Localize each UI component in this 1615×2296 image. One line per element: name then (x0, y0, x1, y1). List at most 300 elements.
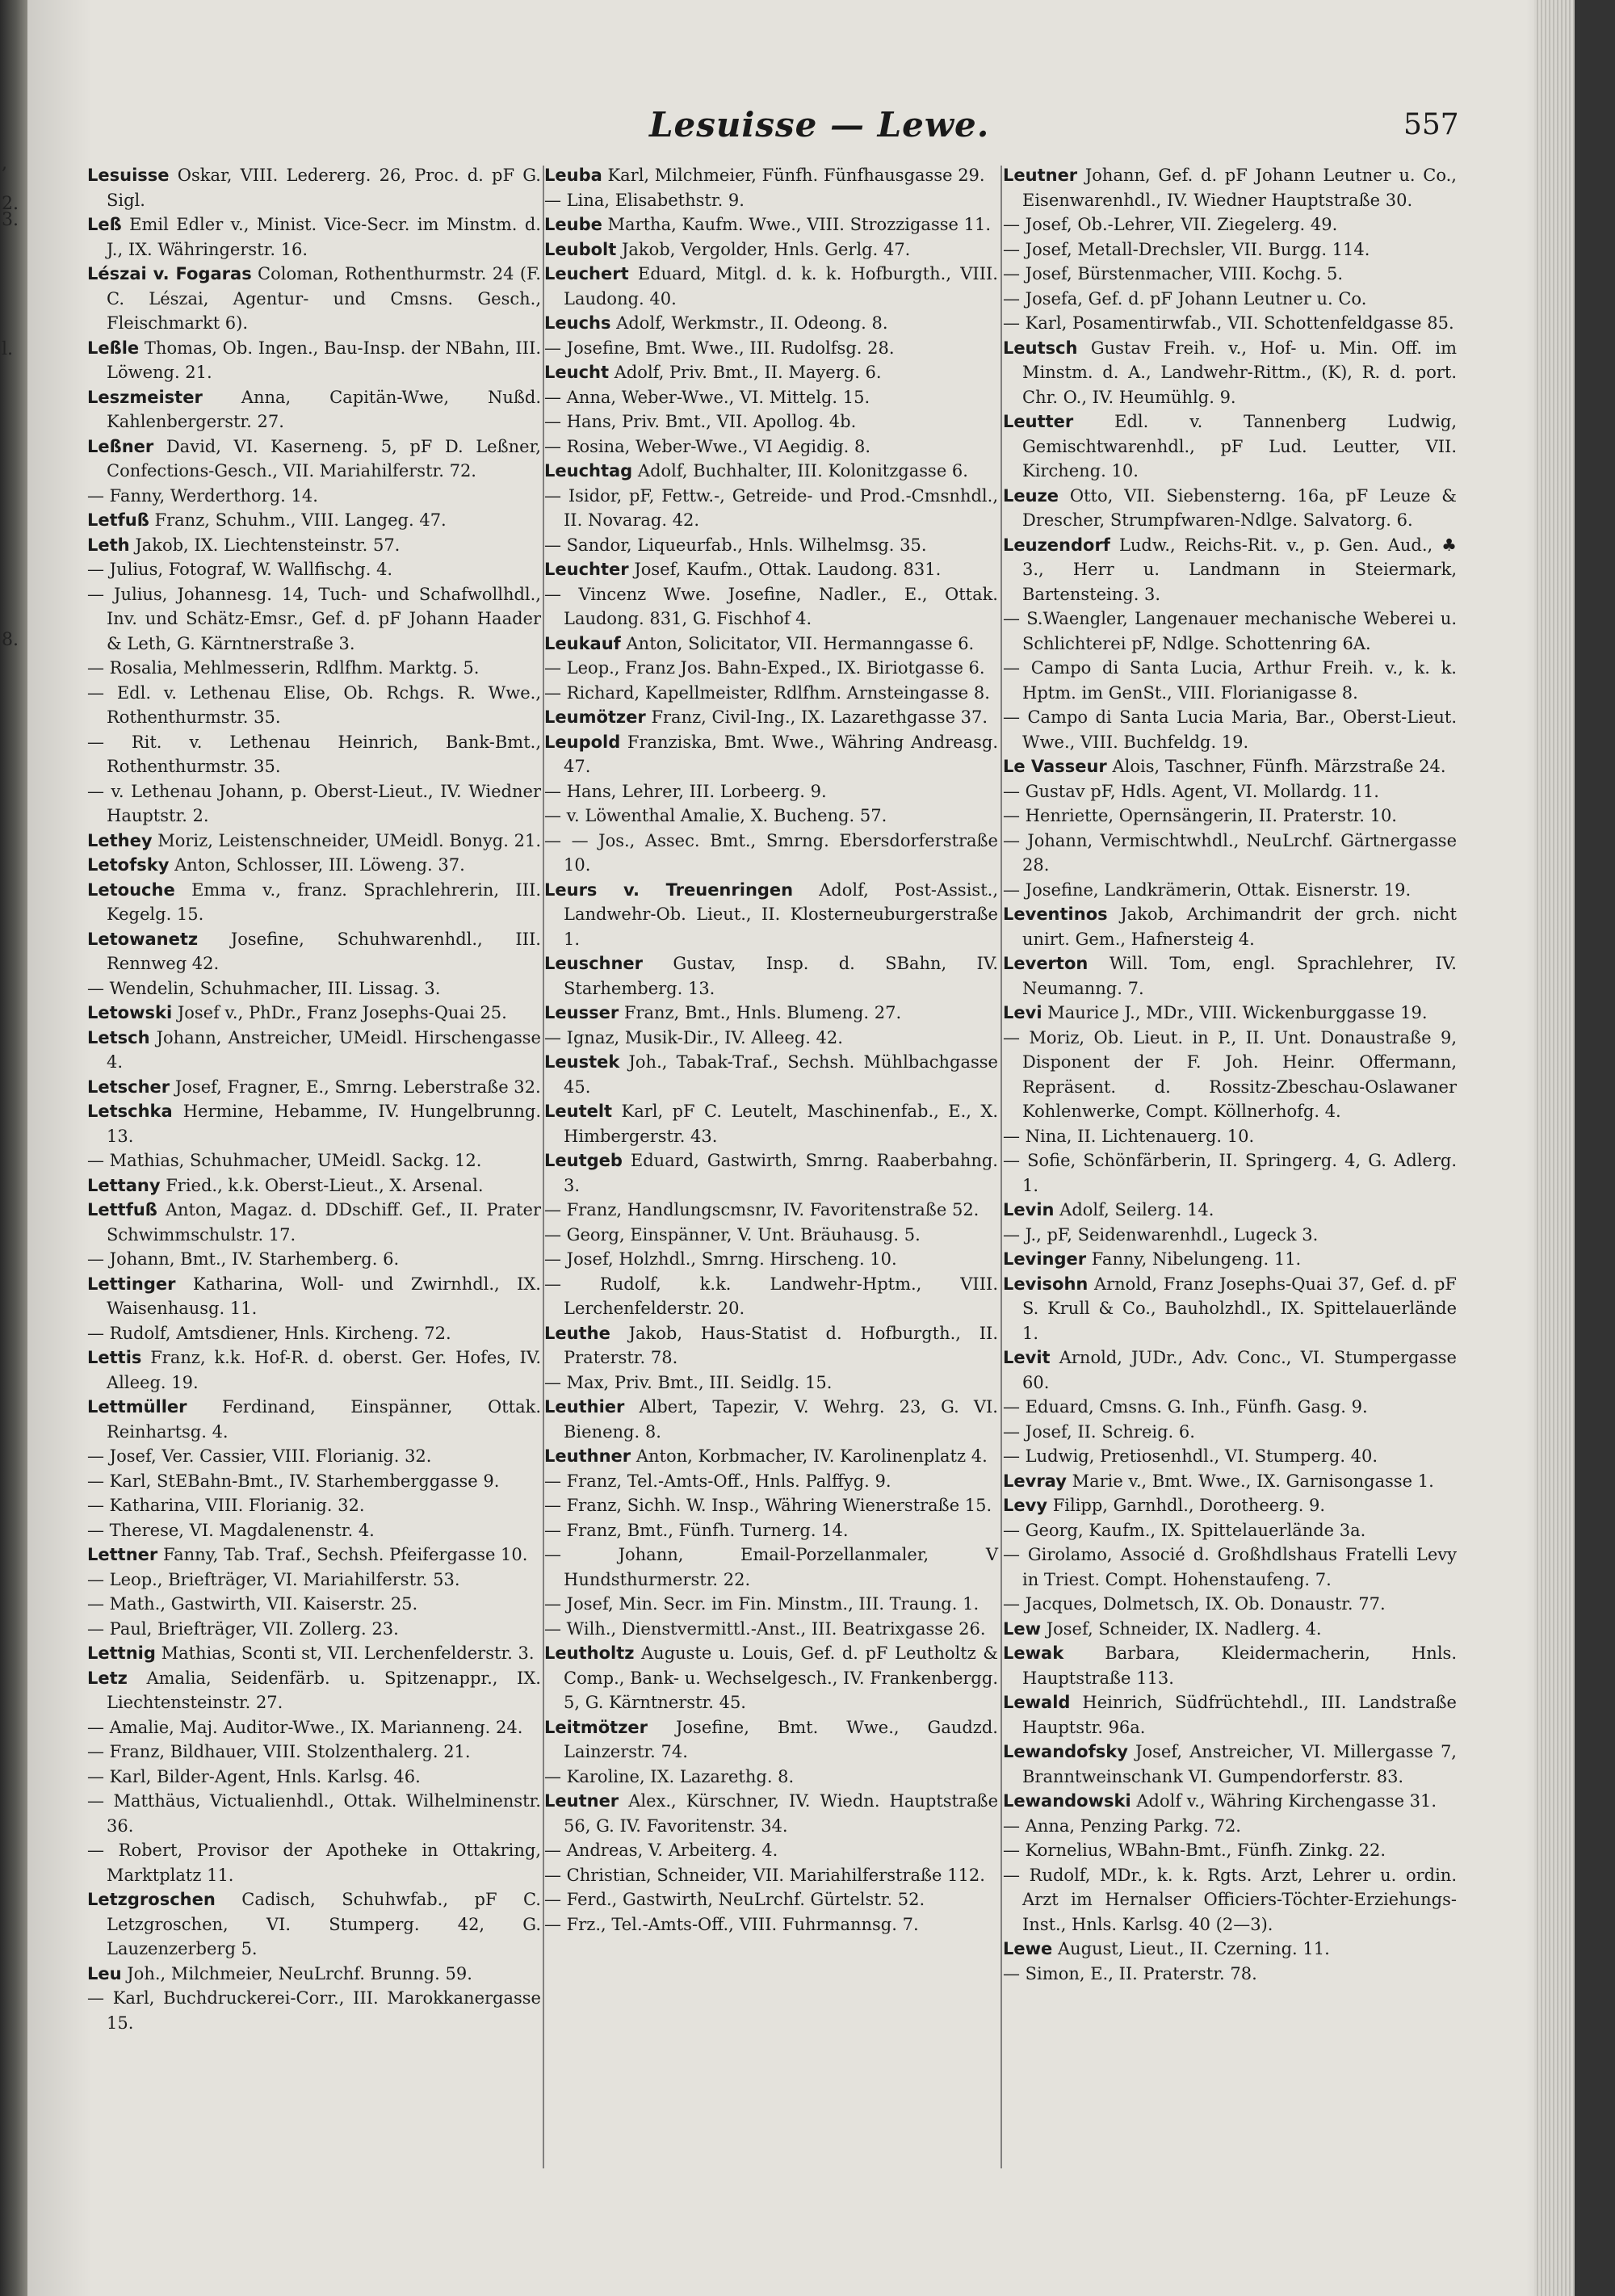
entry-details: Ferdinand, Einspänner, Ottak. Reinhartsg. 4. (107, 1397, 541, 1442)
entry-details: Joh., Tabak-Traf., Sechsh. Mühlbachgasse 45. (564, 1052, 998, 1097)
entry-details: Anton, Magaz. d. DDschiff. Gef., II. Prater Schwimmschulstr. 17. (107, 1200, 541, 1245)
entry-details: Oskar, VIII. Ledererg. 26, Proc. d. pF G. Sigl. (107, 166, 541, 210)
directory-entry (87, 1469, 541, 1494)
directory-entry (544, 582, 998, 632)
directory-entry (544, 1272, 998, 1321)
directory-entry (1003, 1838, 1457, 1863)
entry-details: Thomas, Ob. Ingen., Bau-Insp. der NBahn, III. Löweng. 21. (107, 338, 541, 382)
directory-entry (544, 311, 998, 336)
directory-entry (1003, 902, 1457, 951)
entry-surname: Levi (1003, 1003, 1042, 1022)
directory-entry (544, 779, 998, 804)
entry-details: — Karl, StEBahn-Bmt., IV. Starhemberggasse 9. (87, 1471, 500, 1491)
entry-details: — Franz, Handlungscmsnr, IV. Favoritenstraße 52. (544, 1200, 979, 1219)
entry-details: — Johann, Bmt., IV. Starhemberg. 6. (87, 1249, 400, 1269)
entry-details: — Amalie, Maj. Auditor-Wwe., IX. Marianneng. 24. (87, 1717, 523, 1737)
entry-details: — Leop., Franz Jos. Bahn-Exped., IX. Biriotgasse 6. (544, 658, 985, 678)
directory-entry (1003, 1740, 1457, 1789)
directory-entry (544, 1223, 998, 1248)
entry-details: Josef, Schneider, IX. Nadlerg. 4. (1046, 1618, 1322, 1639)
directory-entry (1003, 1247, 1457, 1272)
entry-surname: Letsch (87, 1027, 150, 1047)
entry-details: — Johann, Vermischtwhdl., NeuLrchf. Gärtnergasse 28. (1003, 830, 1457, 875)
entry-details: Jakob, Archimandrit der grch. nicht unirt. Gem., Hafnersteig 4. (1022, 905, 1457, 949)
entry-details: — Josef, Holzhdl., Smrng. Hirscheng. 10. (544, 1249, 897, 1269)
entry-surname: Leu (87, 1963, 122, 1983)
directory-entry (544, 1617, 998, 1642)
entry-details: Fried., k.k. Oberst-Lieut., X. Arsenal. (166, 1175, 484, 1195)
entry-surname: Leustek (544, 1052, 620, 1072)
entry-details: Franziska, Bmt. Wwe., Währing Andreasg. 47. (564, 732, 998, 776)
directory-entry (87, 1543, 541, 1568)
entry-details: — Therese, VI. Magdalenenstr. 4. (87, 1520, 375, 1540)
entry-details: Edl. v. Tannenberg Ludwig, Gemischtwarenhdl., pF Lud. Leutter, VII. Kircheng. 10. (1022, 412, 1457, 481)
directory-entry (1003, 1641, 1457, 1690)
directory-entry (87, 1962, 541, 1987)
directory-entry (1003, 878, 1457, 903)
directory-entry (544, 1469, 998, 1494)
entry-details: Cadisch, Schuhwfab., pF C. Letzgroschen, VI. Stumperg. 42, G. Lauzenzerberg 5. (107, 1890, 541, 1958)
directory-entry (1003, 1814, 1457, 1839)
entry-details: — Anna, Penzing Parkg. 72. (1003, 1815, 1241, 1836)
entry-details: Josefine, Bmt. Wwe., Gaudzd. Lainzerstr. 74. (564, 1717, 998, 1761)
entry-details: Maurice J., MDr., VIII. Wickenburggasse 19. (1047, 1003, 1428, 1022)
directory-entry (544, 1099, 998, 1148)
directory-column-3 (1003, 163, 1457, 1986)
entry-details: — Hans, Priv. Bmt., VII. Apollog. 4b. (544, 412, 857, 431)
directory-entry (544, 1050, 998, 1099)
entry-details: Josefine, Schuhwarenhdl., III. Rennweg 42. (107, 929, 541, 973)
directory-entry (1003, 311, 1457, 336)
entry-details: Hermine, Hebamme, IV. Hungelbrunng. 13. (107, 1102, 541, 1146)
entry-details: — Richard, Kapellmeister, Rdlfhm. Arnsteingasse 8. (544, 682, 990, 703)
directory-entry (87, 1740, 541, 1765)
directory-entry (87, 1617, 541, 1642)
entry-details: — Ferd., Gastwirth, NeuLrchf. Gürtelstr. 52. (544, 1890, 925, 1909)
entry-surname: Leventinos (1003, 905, 1108, 924)
directory-entry (1003, 1469, 1457, 1494)
directory-entry (544, 1765, 998, 1790)
entry-details: — Rudolf, Amtsdiener, Hnls. Kircheng. 72. (87, 1323, 451, 1343)
entry-details: — Josef, Metall-Drechsler, VII. Burgg. 114. (1003, 239, 1370, 259)
entry-details: — Robert, Provisor der Apotheke in Ottakring, Marktplatz 11. (87, 1841, 541, 1885)
directory-entry (1003, 1962, 1457, 1987)
directory-entry (1003, 754, 1457, 779)
directory-entry (544, 533, 998, 558)
entry-details: — v. Lethenau Johann, p. Oberst-Lieut., IV. Wiedner Hauptstr. 2. (87, 781, 541, 825)
entry-details: David, VI. Kaserneng. 5, pF D. Leßner, Confections-Gesch., VII. Mariahilferstr. 72. (107, 436, 541, 481)
directory-entry (1003, 779, 1457, 804)
entry-details: — Rudolf, k.k. Landwehr-Hptm., VIII. Lerchenfelderstr. 20. (544, 1274, 998, 1318)
entry-details: — Rudolf, MDr., k. k. Rgts. Arzt, Lehrer u. ordin. Arzt im Hernalser Officiers-Töchter-Erziehungs-Inst., Hnls. Karlsg. 40 (2—3). (1003, 1865, 1457, 1934)
directory-entry (1003, 1001, 1457, 1026)
directory-entry (1003, 1026, 1457, 1124)
directory-entry (544, 1395, 998, 1444)
entry-details: — Gustav pF, Hdls. Agent, VI. Mollardg. 11. (1003, 781, 1379, 801)
entry-surname: Letfuß (87, 510, 149, 530)
entry-details: — Josef, Ver. Cassier, VIII. Florianig. 32. (87, 1446, 432, 1466)
entry-details: — Paul, Briefträger, VII. Zollerg. 23. (87, 1618, 399, 1639)
entry-details: — Kornelius, WBahn-Bmt., Fünfh. Zinkg. 22. (1003, 1841, 1386, 1860)
entry-surname: Letschka (87, 1102, 173, 1121)
directory-entry (544, 705, 998, 730)
entry-details: — Karl, Posamentirwfab., VII. Schottenfeldgasse 85. (1003, 313, 1454, 333)
entry-surname: Leuba (544, 166, 602, 185)
entry-details: — Jacques, Dolmetsch, IX. Ob. Donaustr. 77. (1003, 1594, 1386, 1614)
entry-details: — Girolamo, Associé d. Großhdlshaus Fratelli Levy in Triest. Compt. Hohenstaufeng. 7. (1003, 1545, 1457, 1589)
directory-entry (544, 681, 998, 706)
directory-entry (544, 1247, 998, 1272)
entry-surname: Leurs v. Treuenringen (544, 879, 794, 900)
directory-entry (87, 212, 541, 262)
entry-details: — Isidor, pF, Fettw.-, Getreide- und Prod.-Cmsnhdl., II. Novarag. 42. (544, 485, 998, 530)
directory-entry (87, 1148, 541, 1173)
entry-surname: Letowanetz (87, 929, 199, 949)
directory-entry (1003, 237, 1457, 262)
directory-entry (1003, 1617, 1457, 1642)
entry-details: Jakob, Haus-Statist d. Hofburgth., II. Praterstr. 78. (564, 1323, 998, 1367)
directory-entry (87, 1345, 541, 1395)
directory-entry (87, 385, 541, 434)
entry-details: — Lina, Elisabethstr. 9. (544, 190, 745, 210)
entry-surname: Leth (87, 535, 130, 555)
directory-entry (87, 582, 541, 657)
entry-surname: Le Vasseur (1003, 757, 1107, 776)
entry-details: — Josefine, Bmt. Wwe., III. Rudolfsg. 28. (544, 338, 895, 358)
entry-surname: Leutgeb (544, 1151, 623, 1170)
entry-details: — — Jos., Assec. Bmt., Smrng. Ebersdorferstraße 10. (544, 830, 998, 875)
entry-surname: Leuchs (544, 313, 611, 333)
directory-entry (87, 1838, 541, 1887)
entry-surname: Leßner (87, 436, 154, 456)
directory-entry (87, 533, 541, 558)
entry-surname: Leverton (1003, 954, 1089, 973)
entry-surname: Letscher (87, 1077, 170, 1097)
entry-details: — Hans, Lehrer, III. Lorbeerg. 9. (544, 781, 827, 801)
entry-details: — Katharina, VIII. Florianig. 32. (87, 1496, 365, 1515)
entry-details: Josef, Fragner, E., Smrng. Leberstraße 32. (174, 1077, 541, 1097)
entry-details: Franz, Schuhm., VIII. Langeg. 47. (154, 510, 447, 530)
directory-entry (544, 1001, 998, 1026)
entry-details: Jakob, IX. Liechtensteinstr. 57. (135, 535, 401, 555)
directory-entry (87, 878, 541, 927)
entry-details: — Ignaz, Musik-Dir., IV. Alleeg. 42. (544, 1027, 843, 1047)
entry-surname: Lészai v. Fogaras (87, 264, 252, 283)
directory-entry (1003, 287, 1457, 312)
entry-details: Josef v., PhDr., Franz Josephs-Quai 25. (177, 1003, 507, 1022)
entry-details: — Edl. v. Lethenau Elise, Ob. Rchgs. R. Wwe., Rothenthurmstr. 35. (87, 682, 541, 727)
directory-entry (544, 1592, 998, 1617)
entry-details: — Leop., Briefträger, VI. Mariahilferstr. 53. (87, 1569, 460, 1589)
directory-entry (87, 1493, 541, 1518)
entry-surname: Leuthe (544, 1323, 610, 1343)
entry-surname: Levinger (1003, 1249, 1087, 1269)
entry-surname: Letouche (87, 879, 175, 900)
entry-details: Karl, Milchmeier, Fünfh. Fünfhausgasse 29. (607, 166, 985, 185)
entry-details: Ludw., Reichs-Rit. v., p. Gen. Aud., ♣ 3., Herr u. Landmann in Steiermark, Bartensteing. 3. (1022, 535, 1457, 604)
entry-surname: Leutelt (544, 1102, 613, 1121)
entry-surname: Levin (1003, 1200, 1055, 1219)
entry-details: Alois, Taschner, Fünfh. Märzstraße 24. (1112, 757, 1446, 776)
directory-entry (87, 262, 541, 336)
directory-entry (1003, 1198, 1457, 1223)
entry-surname: Leszmeister (87, 387, 203, 407)
entry-details: Franz, Bmt., Hnls. Blumeng. 27. (623, 1003, 902, 1022)
entry-surname: Lewald (1003, 1693, 1071, 1712)
directory-entry (87, 1173, 541, 1198)
directory-entry (544, 951, 998, 1001)
entry-surname: Leutter (1003, 412, 1074, 431)
entry-details: Adolf, Werkmstr., II. Odeong. 8. (616, 313, 888, 333)
directory-entry (87, 1272, 541, 1321)
directory-column-1 (87, 163, 541, 2035)
directory-entry (87, 779, 541, 829)
entry-details: Moriz, Leistenschneider, UMeidl. Bonyg. 21. (157, 830, 542, 850)
entry-details: Fanny, Nibelungeng. 11. (1091, 1249, 1302, 1269)
entry-details: — Rosalia, Mehlmesserin, Rdlfhm. Marktg. 5. (87, 658, 480, 678)
entry-details: — Karl, Bilder-Agent, Hnls. Karlsg. 46. (87, 1766, 421, 1786)
directory-entry (544, 656, 998, 681)
directory-entry (1003, 1124, 1457, 1149)
entry-surname: Leß (87, 215, 122, 234)
entry-details: Josef, Anstreicher, VI. Millergasse 7, Branntweinschank VI. Gumpendorferstr. 83. (1022, 1742, 1457, 1786)
entry-details: — Frz., Tel.-Amts-Off., VIII. Fuhrmannsg. 7. (544, 1914, 919, 1934)
entry-details: — Eduard, Cmsns. G. Inh., Fünfh. Gasg. 9. (1003, 1397, 1368, 1417)
directory-entry (87, 1789, 541, 1838)
entry-details: Adolf, Buchhalter, III. Kolonitzgasse 6. (637, 461, 968, 481)
page-number: 557 (1403, 108, 1459, 141)
entry-details: Barbara, Kleidermacherin, Hnls. Hauptstraße 113. (1022, 1643, 1457, 1688)
directory-entry (1003, 1937, 1457, 1962)
entry-surname: Leitmötzer (544, 1717, 648, 1737)
entry-details: — Sandor, Liqueurfab., Hnls. Wilhelmsg. 35. (544, 535, 927, 555)
directory-entry (544, 1026, 998, 1051)
directory-entry (544, 1198, 998, 1223)
directory-entry (87, 927, 541, 976)
directory-entry (544, 1715, 998, 1765)
directory-entry (1003, 212, 1457, 237)
directory-entry (1003, 804, 1457, 829)
directory-entry (544, 385, 998, 410)
entry-surname: Levray (1003, 1471, 1067, 1491)
directory-entry (1003, 1148, 1457, 1198)
running-title: Lesuisse — Lewe. (649, 105, 990, 145)
entry-details: — Christian, Schneider, VII. Mariahilferstraße 112. (544, 1865, 985, 1885)
entry-surname: Letzgroschen (87, 1890, 216, 1909)
entry-details: Anna, Capitän-Wwe, Nußd. Kahlenbergerstr. 27. (107, 387, 541, 431)
directory-entry (87, 1518, 541, 1543)
entry-details: — Rit. v. Lethenau Heinrich, Bank-Bmt., Rothenthurmstr. 35. (87, 732, 541, 776)
directory-entry (544, 557, 998, 582)
directory-entry (87, 681, 541, 730)
entry-surname: Leutholtz (544, 1643, 635, 1663)
directory-entry (1003, 1493, 1457, 1518)
entry-surname: Leutner (544, 1791, 619, 1811)
entry-surname: Lesuisse (87, 166, 170, 185)
directory-entry (544, 163, 998, 188)
directory-entry (1003, 484, 1457, 533)
entry-surname: Leuzendorf (1003, 535, 1110, 555)
entry-details: Arnold, JUDr., Adv. Conc., VI. Stumpergasse 60. (1022, 1348, 1457, 1392)
directory-entry (544, 459, 998, 484)
margin-mark: 8. (2, 630, 19, 650)
directory-entry (1003, 951, 1457, 1001)
entry-surname: Lettinger (87, 1274, 176, 1294)
entry-details: Gustav Freih. v., Hof- u. Min. Off. im Minstm. d. A., Landwehr-Rittm., (K), R. d. port. Chr. O., IV. Heumühlg. 9. (1022, 338, 1457, 407)
entry-details: Marie v., Bmt. Wwe., IX. Garnisongasse 1. (1072, 1471, 1434, 1491)
entry-surname: Lew (1003, 1618, 1042, 1639)
directory-entry (87, 1099, 541, 1148)
entry-surname: Levisohn (1003, 1274, 1089, 1294)
entry-surname: Levit (1003, 1348, 1051, 1367)
entry-details: Adolf, Post-Assist., Landwehr-Ob. Lieut., II. Klosterneuburgerstraße 1. (564, 879, 998, 949)
directory-entry (87, 1715, 541, 1740)
margin-mark: , (2, 153, 7, 174)
entry-details: — Franz, Tel.-Amts-Off., Hnls. Palffyg. 9. (544, 1471, 891, 1491)
entry-details: — Franz, Bildhauer, VIII. Stolzenthalerg. 21. (87, 1742, 471, 1761)
directory-entry (1003, 1395, 1457, 1420)
directory-entry (544, 1641, 998, 1715)
directory-entry (544, 237, 998, 262)
directory-entry (1003, 1863, 1457, 1937)
entry-details: Joh., Milchmeier, NeuLrchf. Brunng. 59. (127, 1963, 472, 1983)
directory-entry (544, 188, 998, 213)
directory-entry (1003, 1420, 1457, 1445)
entry-surname: Lewak (1003, 1643, 1064, 1663)
entry-surname: Lettnig (87, 1643, 156, 1663)
directory-entry (87, 1247, 541, 1272)
entry-details: — Julius, Johannesg. 14, Tuch- und Schafwollhdl., Inv. und Schätz-Emsr., Gef. d. pF Johann Haader & Leth, G. Kärntnerstraße 3. (87, 584, 541, 653)
entry-surname: Lettmüller (87, 1397, 187, 1417)
entry-details: Otto, VII. Siebensterng. 16a, pF Leuze & Drescher, Strumpfwaren-Ndlge. Salvatorg. 6. (1022, 485, 1457, 530)
entry-surname: Lewe (1003, 1939, 1053, 1958)
entry-details: — Franz, Sichh. W. Insp., Währing Wienerstraße 15. (544, 1496, 992, 1515)
entry-details: — Josef, Min. Secr. im Fin. Minstm., III. Traung. 1. (544, 1594, 979, 1614)
entry-details: Franz, k.k. Hof-R. d. oberst. Ger. Hofes, IV. Alleeg. 19. (107, 1348, 541, 1392)
directory-entry (87, 1887, 541, 1962)
directory-entry (87, 1765, 541, 1790)
directory-entry (1003, 163, 1457, 212)
entry-surname: Leukauf (544, 633, 621, 653)
entry-details: — Georg, Einspänner, V. Unt. Bräuhausg. 5. (544, 1224, 921, 1245)
entry-details: — Johann, Email-Porzellanmaler, V Hundsthurmerstr. 22. (544, 1545, 998, 1589)
directory-entry (1003, 409, 1457, 484)
directory-entry (544, 878, 998, 952)
directory-entry (87, 1001, 541, 1026)
column-divider (1000, 166, 1002, 2168)
directory-page (27, 0, 1575, 2296)
directory-entry (1003, 533, 1457, 607)
entry-details: — S.Waengler, Langenauer mechanische Weberei u. Schlichterei pF, Ndlge. Schottenring 6A. (1003, 609, 1457, 653)
entry-surname: Leube (544, 215, 602, 234)
directory-entry (87, 976, 541, 1001)
entry-details: — Ludwig, Pretiosenhdl., VI. Stumperg. 40. (1003, 1446, 1378, 1466)
entry-surname: Leusser (544, 1003, 619, 1022)
directory-entry (1003, 607, 1457, 656)
entry-surname: Leuschner (544, 954, 644, 973)
entry-surname: Lettfuß (87, 1200, 157, 1219)
entry-details: Anton, Schlosser, III. Löweng. 37. (174, 855, 465, 875)
directory-entry (1003, 829, 1457, 878)
directory-entry (87, 1641, 541, 1666)
directory-entry (87, 1321, 541, 1346)
entry-details: — Sofie, Schönfärberin, II. Springerg. 4, G. Adlerg. 1. (1003, 1151, 1457, 1195)
entry-surname: Letofsky (87, 855, 170, 875)
directory-entry (544, 1370, 998, 1396)
directory-entry (1003, 1543, 1457, 1592)
entry-details: — Moriz, Ob. Lieut. in P., II. Unt. Donaustraße 9, Disponent der F. Joh. Heinr. Offermann, Repräsent. d. Rossitz-Zbeschau-Oslawaner Kohlenwerke, Compt. Köllnerhofg. 4. (1003, 1027, 1457, 1121)
directory-entry (1003, 1789, 1457, 1814)
directory-entry (1003, 262, 1457, 287)
entry-details: — Rosina, Weber-Wwe., VI Aegidig. 8. (544, 436, 871, 456)
entry-details: — Anna, Weber-Wwe., VI. Mittelg. 15. (544, 387, 870, 407)
entry-details: Emil Edler v., Minist. Vice-Secr. im Minstm. d. J., IX. Währingerstr. 16. (107, 215, 541, 259)
directory-entry (544, 1543, 998, 1592)
entry-surname: Leuze (1003, 485, 1059, 506)
directory-entry (544, 434, 998, 460)
directory-entry (544, 1789, 998, 1838)
entry-details: — Vincenz Wwe. Josefine, Nadler., E., Ottak. Laudong. 831, G. Fischhof 4. (544, 584, 998, 628)
entry-details: — Nina, II. Lichtenauerg. 10. (1003, 1126, 1255, 1146)
page-header (27, 105, 1521, 153)
page-stack-edge (1534, 0, 1575, 2296)
entry-details: Amalia, Seidenfärb. u. Spitzenappr., IX. Liechtensteinstr. 27. (107, 1668, 541, 1712)
entry-surname: Leumötzer (544, 707, 646, 727)
entry-details: — Andreas, V. Arbeiterg. 4. (544, 1841, 778, 1860)
entry-surname: Leuchtag (544, 461, 633, 481)
directory-entry (87, 484, 541, 509)
entry-details: Karl, pF C. Leutelt, Maschinenfab., E., X. Himbergerstr. 43. (564, 1102, 998, 1146)
directory-entry (87, 1026, 541, 1075)
entry-details: — Georg, Kaufm., IX. Spittelauerlände 3a. (1003, 1520, 1366, 1540)
directory-entry (544, 1493, 998, 1518)
entry-details: — Franz, Bmt., Fünfh. Turnerg. 14. (544, 1520, 849, 1540)
entry-surname: Lewandofsky (1003, 1742, 1128, 1761)
entry-details: — Josef, Ob.-Lehrer, VII. Ziegelerg. 49. (1003, 215, 1338, 234)
entry-surname: Lettis (87, 1348, 142, 1367)
directory-entry (544, 484, 998, 533)
entry-details: — Simon, E., II. Praterstr. 78. (1003, 1963, 1257, 1983)
directory-entry (87, 1395, 541, 1444)
directory-entry (87, 829, 541, 854)
directory-entry (544, 1518, 998, 1543)
directory-entry (87, 1568, 541, 1593)
entry-details: — Karoline, IX. Lazarethg. 8. (544, 1766, 795, 1786)
directory-entry (87, 1666, 541, 1715)
entry-details: — Mathias, Schuhmacher, UMeidl. Sackg. 12. (87, 1151, 482, 1170)
directory-entry (87, 336, 541, 385)
entry-details: Johann, Anstreicher, UMeidl. Hirschengasse 4. (107, 1027, 541, 1072)
directory-entry (1003, 705, 1457, 754)
entry-details: Heinrich, Südfrüchtehdl., III. Landstraße Hauptstr. 96a. (1022, 1693, 1457, 1737)
margin-mark: 3. (2, 210, 19, 230)
entry-details: — Josefa, Gef. d. pF Johann Leutner u. Co. (1003, 288, 1367, 309)
directory-entry (87, 1592, 541, 1617)
directory-entry (1003, 656, 1457, 705)
entry-details: Adolf v., Währing Kirchengasse 31. (1136, 1791, 1437, 1811)
entry-surname: Leutsch (1003, 338, 1078, 358)
entry-surname: Lettany (87, 1175, 161, 1195)
entry-details: August, Lieut., II. Czerning. 11. (1057, 1939, 1330, 1958)
directory-entry (1003, 1223, 1457, 1248)
directory-entry (544, 1321, 998, 1370)
entry-surname: Leucht (544, 363, 610, 382)
entry-details: Adolf, Seilerg. 14. (1059, 1200, 1214, 1219)
directory-entry (87, 557, 541, 582)
entry-details: Adolf, Priv. Bmt., II. Mayerg. 6. (614, 363, 882, 382)
entry-details: — Julius, Fotograf, W. Wallfischg. 4. (87, 560, 393, 579)
directory-entry (544, 360, 998, 385)
